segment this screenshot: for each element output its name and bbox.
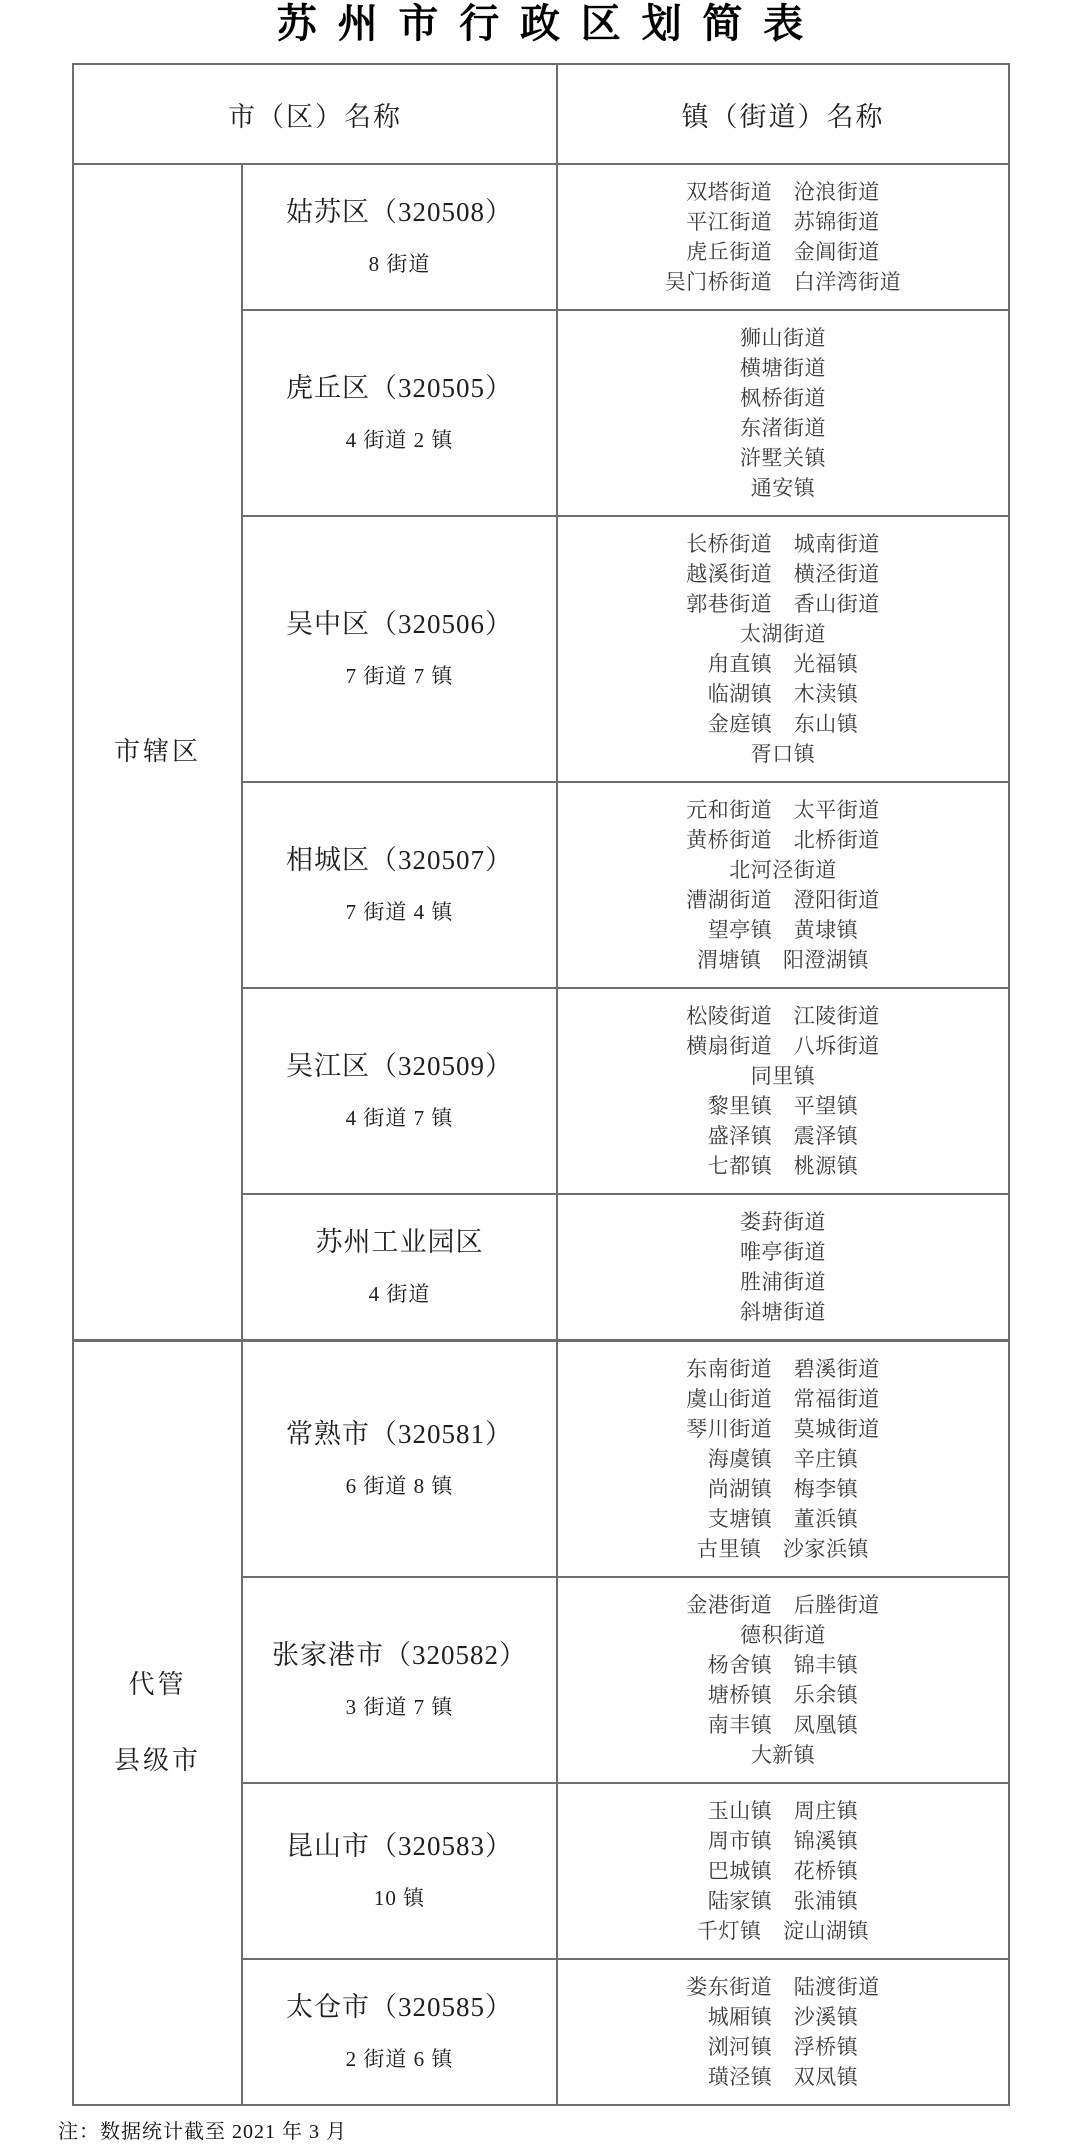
street-list-cell [557,1577,1009,1783]
street-line: 浒墅关镇 [740,446,826,470]
street-line: 海虞镇 辛庄镇 [707,1447,859,1471]
street-line: 双塔街道 沧浪街道 [686,180,880,204]
street-line: 通安镇 [750,476,816,500]
group-section-0 [73,164,1009,1341]
street-line: 太湖街道 [740,622,826,646]
street-list-cell [557,1783,1009,1959]
district-cell [242,1783,557,1959]
district-count: 4 街道 [368,1281,431,1306]
district-name: 相城区（320507） [286,845,513,876]
street-line: 虞山街道 常福街道 [686,1387,880,1411]
street-line: 漕湖街道 澄阳街道 [686,888,880,912]
group-label-line: 代管 [128,1670,187,1700]
street-line: 长桥街道 城南街道 [686,532,880,556]
street-line: 吴门桥街道 白洋湾街道 [664,270,902,294]
street-line: 璜泾镇 双凤镇 [707,2065,859,2089]
street-line: 娄葑街道 [740,1210,826,1234]
street-line: 胥口镇 [750,742,816,766]
district-row [73,164,1009,310]
street-line: 同里镇 [750,1064,816,1088]
district-count: 6 街道 8 镇 [345,1473,454,1498]
street-line: 大新镇 [750,1743,816,1767]
street-line: 城厢镇 沙溪镇 [707,2005,859,2029]
street-line: 塘桥镇 乐余镇 [707,1683,859,1707]
district-name: 太仓市（320585） [286,1992,513,2023]
street-line: 狮山街道 [740,326,826,350]
district-name: 吴江区（320509） [286,1051,513,1082]
group-label-line: 市辖区 [113,737,201,767]
group-section-1 [73,1341,1009,2106]
table-header [73,64,1009,164]
street-line: 陆家镇 张浦镇 [707,1889,859,1913]
district-row [73,1341,1009,1578]
street-line: 郭巷街道 香山街道 [686,592,880,616]
district-cell [242,782,557,988]
street-line: 琴川街道 莫城街道 [686,1417,880,1441]
district-count: 8 街道 [368,251,431,276]
header-row [73,64,1009,164]
group-label-line: 县级市 [113,1746,201,1775]
district-cell [242,1959,557,2105]
street-line: 金港街道 后塍街道 [686,1593,880,1617]
group-label [73,1341,242,2106]
street-line: 古里镇 沙家浜镇 [697,1537,869,1561]
street-line: 七都镇 桃源镇 [707,1154,859,1178]
street-list-cell [557,1194,1009,1341]
street-line: 黎里镇 平望镇 [707,1094,859,1118]
district-name: 苏州工业园区 [315,1227,484,1258]
district-cell [242,164,557,310]
header-city-district-name: 市（区）名称 [73,64,557,164]
street-list-cell [557,1959,1009,2105]
street-line: 越溪街道 横泾街道 [686,562,880,586]
district-count: 10 镇 [373,1885,426,1910]
street-line: 渭塘镇 阳澄湖镇 [697,948,869,972]
district-cell [242,1577,557,1783]
district-name: 吴中区（320506） [286,609,513,640]
district-count: 4 街道 7 镇 [345,1105,454,1130]
street-line: 尚湖镇 梅李镇 [707,1477,859,1501]
page-title: 苏州市行政区划简表 [276,1,824,46]
street-line: 支塘镇 董浜镇 [707,1507,859,1531]
street-line: 临湖镇 木渎镇 [707,682,859,706]
street-line: 胜浦街道 [740,1270,826,1294]
street-line: 元和街道 太平街道 [686,798,880,822]
street-line: 金庭镇 东山镇 [707,712,859,736]
district-count: 7 街道 7 镇 [345,663,454,688]
street-list-cell [557,310,1009,516]
street-line: 杨舍镇 锦丰镇 [707,1653,859,1677]
group-label [73,164,242,1341]
street-line: 望亭镇 黄埭镇 [707,918,859,942]
street-line: 周市镇 锦溪镇 [707,1829,859,1853]
district-name: 昆山市（320583） [286,1831,513,1862]
street-list-cell [557,164,1009,310]
street-line: 横扇街道 八坼街道 [686,1034,880,1058]
street-line: 横塘街道 [740,356,826,380]
district-cell [242,988,557,1194]
header-town-street-name: 镇（街道）名称 [557,64,1009,164]
district-name: 姑苏区（320508） [286,197,513,228]
street-line: 浏河镇 浮桥镇 [707,2035,859,2059]
admin-divisions-table [72,63,1010,2106]
street-list-cell [557,782,1009,988]
street-line: 南丰镇 凤凰镇 [707,1713,859,1737]
street-line: 娄东街道 陆渡街道 [686,1975,880,1999]
district-name: 虎丘区（320505） [286,373,513,404]
district-cell [242,1341,557,1578]
street-line: 德积街道 [740,1623,826,1647]
street-line: 北河泾街道 [729,858,837,882]
district-count: 4 街道 2 镇 [345,427,454,452]
street-line: 盛泽镇 震泽镇 [707,1124,859,1148]
street-line: 唯亭街道 [740,1240,826,1264]
district-cell [242,516,557,782]
street-line: 东渚街道 [740,416,826,440]
street-line: 千灯镇 淀山湖镇 [697,1919,869,1943]
street-list-cell [557,1341,1009,1578]
district-name: 常熟市（320581） [286,1419,513,1450]
street-line: 玉山镇 周庄镇 [707,1799,859,1823]
street-list-cell [557,988,1009,1194]
street-line: 东南街道 碧溪街道 [686,1357,880,1381]
street-line: 松陵街道 江陵街道 [686,1004,880,1028]
street-line: 黄桥街道 北桥街道 [686,828,880,852]
street-line: 巴城镇 花桥镇 [707,1859,859,1883]
street-line: 斜塘街道 [740,1300,826,1324]
district-name: 张家港市（320582） [272,1640,527,1671]
district-cell [242,1194,557,1341]
district-count: 3 街道 7 镇 [345,1694,454,1719]
footnote: 注：数据统计截至 2021 年 3 月 [58,2121,347,2143]
street-list-cell [557,516,1009,782]
street-line: 平江街道 苏锦街道 [686,210,880,234]
district-count: 7 街道 4 镇 [345,899,454,924]
district-count: 2 街道 6 镇 [345,2046,454,2071]
district-cell [242,310,557,516]
street-line: 虎丘街道 金阊街道 [686,240,880,264]
street-line: 甪直镇 光福镇 [707,652,859,676]
street-line: 枫桥街道 [740,386,826,410]
